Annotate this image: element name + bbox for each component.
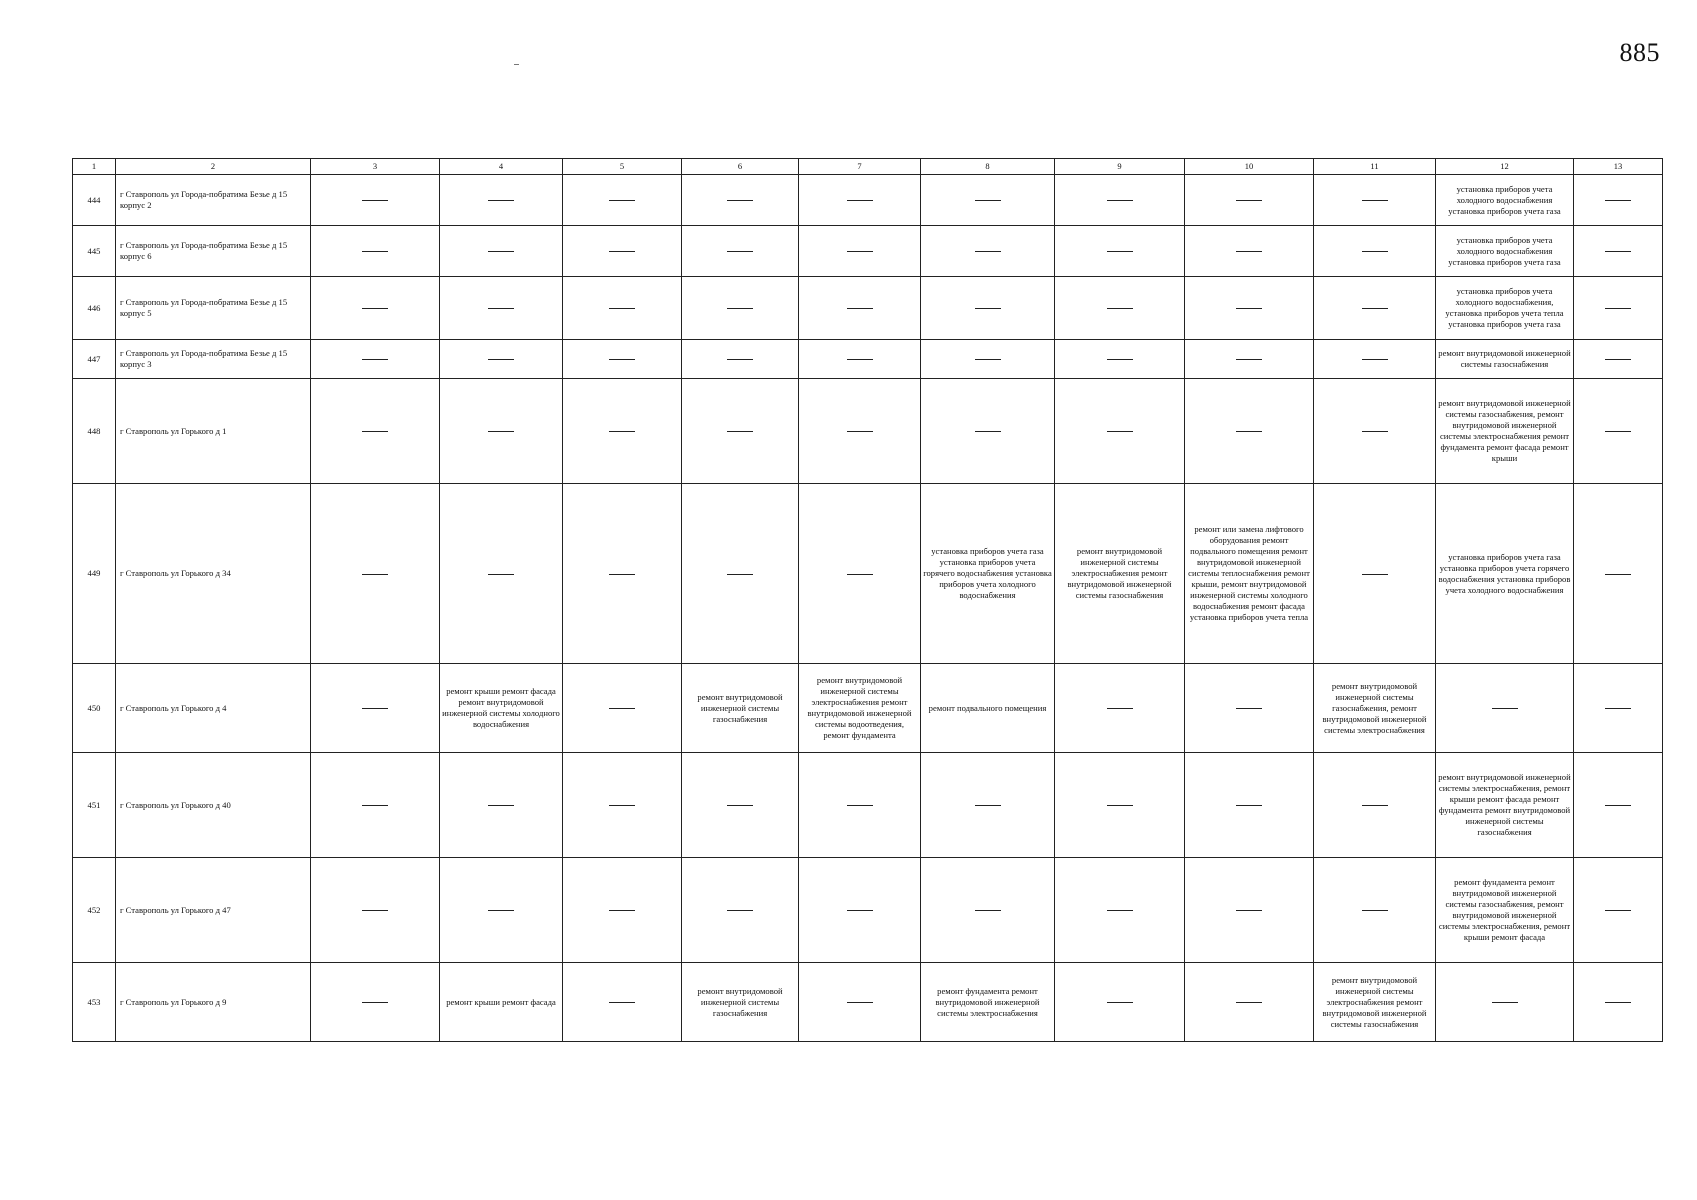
dash-mark: [727, 574, 753, 575]
dash-mark: [1107, 431, 1133, 432]
dash-mark: [609, 359, 635, 360]
work-type-cell: ремонт внутридомовой инженерной системы газоснабжения: [682, 664, 799, 753]
empty-cell: [1055, 175, 1185, 226]
empty-cell: [799, 277, 921, 340]
dash-mark: [488, 200, 514, 201]
work-type-cell: ремонт крыши ремонт фасада: [440, 963, 563, 1042]
empty-cell: [311, 226, 440, 277]
table-body: [73, 159, 1663, 1042]
empty-cell: [1185, 753, 1314, 858]
empty-cell: [1314, 277, 1436, 340]
dash-mark: [847, 359, 873, 360]
work-type-cell: ремонт крыши ремонт фасада ремонт внутридомовой инженерной системы холодного водоснабжения: [440, 664, 563, 753]
dash-mark: [847, 200, 873, 201]
empty-cell: [682, 484, 799, 664]
empty-cell: [921, 379, 1055, 484]
dash-mark: [1362, 805, 1388, 806]
address-cell: г Ставрополь ул Города-побратима Безье д 15 корпус 2: [116, 175, 311, 226]
address-cell: г Ставрополь ул Горького д 4: [116, 664, 311, 753]
empty-cell: [682, 340, 799, 379]
dash-mark: [362, 200, 388, 201]
empty-cell: [563, 379, 682, 484]
empty-cell: [1314, 340, 1436, 379]
empty-cell: [563, 175, 682, 226]
empty-cell: [1055, 277, 1185, 340]
row-number: 451: [73, 753, 116, 858]
dash-mark: [1236, 708, 1262, 709]
work-type-cell: установка приборов учета газа установка приборов учета горячего водоснабжения установка приборов учета холодного водоснабжения: [921, 484, 1055, 664]
dash-mark: [1362, 359, 1388, 360]
empty-cell: [799, 858, 921, 963]
work-type-cell: ремонт внутридомовой инженерной системы газоснабжения: [682, 963, 799, 1042]
dash-mark: [1605, 308, 1631, 309]
dash-mark: [1107, 251, 1133, 252]
empty-cell: [921, 858, 1055, 963]
empty-cell: [1185, 963, 1314, 1042]
dash-mark: [847, 308, 873, 309]
dash-mark: [488, 359, 514, 360]
dash-mark: [1605, 359, 1631, 360]
empty-cell: [563, 226, 682, 277]
dash-mark: [1107, 910, 1133, 911]
dash-mark: [1605, 1002, 1631, 1003]
dash-mark: [1107, 200, 1133, 201]
empty-cell: [799, 963, 921, 1042]
address-cell: г Ставрополь ул Горького д 1: [116, 379, 311, 484]
empty-cell: [563, 340, 682, 379]
empty-cell: [311, 277, 440, 340]
address-cell: г Ставрополь ул Города-побратима Безье д 15 корпус 5: [116, 277, 311, 340]
empty-cell: [1185, 226, 1314, 277]
empty-cell: [440, 226, 563, 277]
address-cell: г Ставрополь ул Города-побратима Безье д 15 корпус 3: [116, 340, 311, 379]
dash-mark: [975, 431, 1001, 432]
dash-mark: [488, 308, 514, 309]
dash-mark: [1236, 910, 1262, 911]
empty-cell: [1055, 379, 1185, 484]
empty-cell: [440, 484, 563, 664]
empty-cell: [1436, 664, 1574, 753]
address-cell: г Ставрополь ул Горького д 9: [116, 963, 311, 1042]
dash-mark: [1236, 308, 1262, 309]
table-row: [73, 664, 1663, 753]
dash-mark: [1605, 431, 1631, 432]
dash-mark: [488, 431, 514, 432]
empty-cell: [921, 753, 1055, 858]
dash-mark: [609, 708, 635, 709]
dash-mark: [609, 1002, 635, 1003]
work-type-cell: установка приборов учета газа установка приборов учета горячего водоснабжения установка приборов учета холодного водоснабжения: [1436, 484, 1574, 664]
work-type-cell: ремонт или замена лифтового оборудования ремонт подвального помещения ремонт внутридомовой инженерной системы теплоснабжения ремонт крыши, ремонт внутридомовой инженерной системы холодного водоснабжения ремонт фасада установка приборов учета тепла: [1185, 484, 1314, 664]
empty-cell: [1185, 175, 1314, 226]
address-cell: г Ставрополь ул Горького д 47: [116, 858, 311, 963]
dash-mark: [1605, 200, 1631, 201]
table-row: [73, 379, 1663, 484]
dash-mark: [1492, 708, 1518, 709]
header-cell: 10: [1185, 159, 1314, 175]
empty-cell: [799, 379, 921, 484]
dash-mark: [609, 910, 635, 911]
header-cell: 2: [116, 159, 311, 175]
empty-cell: [1055, 858, 1185, 963]
row-number: 452: [73, 858, 116, 963]
empty-cell: [1574, 858, 1663, 963]
header-cell: 13: [1574, 159, 1663, 175]
work-type-cell: ремонт фундамента ремонт внутридомовой инженерной системы газоснабжения, ремонт внутридомовой инженерной системы электроснабжения, ремонт крыши ремонт фасада: [1436, 858, 1574, 963]
empty-cell: [682, 175, 799, 226]
empty-cell: [682, 379, 799, 484]
dash-mark: [488, 251, 514, 252]
work-type-cell: установка приборов учета холодного водоснабжения установка приборов учета газа: [1436, 226, 1574, 277]
empty-cell: [921, 340, 1055, 379]
empty-cell: [799, 226, 921, 277]
dash-mark: [1605, 574, 1631, 575]
empty-cell: [440, 340, 563, 379]
header-cell: 6: [682, 159, 799, 175]
header-cell: 5: [563, 159, 682, 175]
empty-cell: [799, 753, 921, 858]
table-row: [73, 858, 1663, 963]
empty-cell: [311, 664, 440, 753]
header-cell: 11: [1314, 159, 1436, 175]
dash-mark: [362, 359, 388, 360]
empty-cell: [682, 753, 799, 858]
empty-cell: [799, 484, 921, 664]
empty-cell: [563, 858, 682, 963]
empty-cell: [311, 484, 440, 664]
dash-mark: [1107, 308, 1133, 309]
dash-mark: [1236, 805, 1262, 806]
dash-mark: [1236, 359, 1262, 360]
empty-cell: [682, 277, 799, 340]
dash-mark: [488, 910, 514, 911]
empty-cell: [440, 858, 563, 963]
table-row: [73, 226, 1663, 277]
dash-mark: [975, 359, 1001, 360]
empty-cell: [1574, 379, 1663, 484]
dash-mark: [847, 431, 873, 432]
works-table: [72, 158, 1663, 1042]
dash-mark: [975, 200, 1001, 201]
dash-mark: [727, 805, 753, 806]
header-cell: 12: [1436, 159, 1574, 175]
page-number: 885: [1619, 38, 1660, 67]
dash-mark: [1362, 200, 1388, 201]
work-type-cell: ремонт фундамента ремонт внутридомовой инженерной системы электроснабжения: [921, 963, 1055, 1042]
header-cell: 4: [440, 159, 563, 175]
empty-cell: [563, 753, 682, 858]
address-cell: г Ставрополь ул Города-побратима Безье д 15 корпус 6: [116, 226, 311, 277]
row-number: 444: [73, 175, 116, 226]
dash-mark: [847, 1002, 873, 1003]
work-type-cell: установка приборов учета холодного водоснабжения установка приборов учета газа: [1436, 175, 1574, 226]
table-row: [73, 340, 1663, 379]
empty-cell: [921, 175, 1055, 226]
empty-cell: [440, 277, 563, 340]
dash-mark: [362, 1002, 388, 1003]
work-type-cell: ремонт внутридомовой инженерной системы газоснабжения, ремонт внутридомовой инженерной системы электроснабжения: [1314, 664, 1436, 753]
empty-cell: [440, 379, 563, 484]
dash-mark: [362, 708, 388, 709]
scan-speck: [514, 64, 519, 65]
empty-cell: [440, 175, 563, 226]
empty-cell: [1314, 226, 1436, 277]
dash-mark: [362, 574, 388, 575]
empty-cell: [1314, 379, 1436, 484]
row-number: 449: [73, 484, 116, 664]
empty-cell: [1055, 664, 1185, 753]
address-cell: г Ставрополь ул Горького д 34: [116, 484, 311, 664]
row-number: 446: [73, 277, 116, 340]
empty-cell: [1574, 484, 1663, 664]
empty-cell: [1574, 664, 1663, 753]
row-number: 453: [73, 963, 116, 1042]
empty-cell: [311, 858, 440, 963]
dash-mark: [488, 574, 514, 575]
work-type-cell: ремонт внутридомовой инженерной системы газоснабжения, ремонт внутридомовой инженерной системы электроснабжения ремонт фундамента ремонт фасада ремонт крыши: [1436, 379, 1574, 484]
empty-cell: [311, 175, 440, 226]
row-number: 448: [73, 379, 116, 484]
header-cell: 9: [1055, 159, 1185, 175]
table-row: [73, 484, 1663, 664]
empty-cell: [563, 963, 682, 1042]
dash-mark: [1605, 708, 1631, 709]
dash-mark: [488, 805, 514, 806]
dash-mark: [1605, 910, 1631, 911]
empty-cell: [1574, 175, 1663, 226]
empty-cell: [1185, 664, 1314, 753]
dash-mark: [1236, 431, 1262, 432]
header-row: [73, 159, 1663, 175]
dash-mark: [609, 431, 635, 432]
dash-mark: [975, 805, 1001, 806]
empty-cell: [563, 277, 682, 340]
dash-mark: [609, 805, 635, 806]
table-row: [73, 753, 1663, 858]
empty-cell: [1314, 858, 1436, 963]
dash-mark: [1362, 251, 1388, 252]
empty-cell: [921, 277, 1055, 340]
dash-mark: [362, 251, 388, 252]
empty-cell: [921, 226, 1055, 277]
dash-mark: [609, 308, 635, 309]
empty-cell: [1055, 963, 1185, 1042]
dash-mark: [1107, 805, 1133, 806]
dash-mark: [1605, 805, 1631, 806]
empty-cell: [1185, 379, 1314, 484]
dash-mark: [609, 574, 635, 575]
empty-cell: [563, 484, 682, 664]
empty-cell: [311, 340, 440, 379]
dash-mark: [1107, 1002, 1133, 1003]
dash-mark: [847, 574, 873, 575]
dash-mark: [847, 251, 873, 252]
empty-cell: [1185, 277, 1314, 340]
dash-mark: [727, 359, 753, 360]
empty-cell: [311, 379, 440, 484]
dash-mark: [609, 251, 635, 252]
empty-cell: [1055, 753, 1185, 858]
dash-mark: [362, 431, 388, 432]
dash-mark: [1236, 200, 1262, 201]
work-type-cell: ремонт внутридомовой инженерной системы электроснабжения ремонт внутридомовой инженерной системы газоснабжения: [1314, 963, 1436, 1042]
empty-cell: [1574, 963, 1663, 1042]
empty-cell: [1055, 226, 1185, 277]
table-row: [73, 175, 1663, 226]
empty-cell: [682, 858, 799, 963]
empty-cell: [799, 175, 921, 226]
header-cell: 3: [311, 159, 440, 175]
dash-mark: [362, 805, 388, 806]
table-row: [73, 277, 1663, 340]
work-type-cell: ремонт внутридомовой инженерной системы электроснабжения ремонт внутридомовой инженерной системы газоснабжения: [1055, 484, 1185, 664]
empty-cell: [1185, 340, 1314, 379]
header-cell: 7: [799, 159, 921, 175]
row-number: 447: [73, 340, 116, 379]
dash-mark: [1605, 251, 1631, 252]
dash-mark: [1362, 308, 1388, 309]
dash-mark: [975, 910, 1001, 911]
empty-cell: [1574, 226, 1663, 277]
empty-cell: [311, 753, 440, 858]
dash-mark: [1362, 431, 1388, 432]
empty-cell: [682, 226, 799, 277]
dash-mark: [609, 200, 635, 201]
dash-mark: [727, 431, 753, 432]
empty-cell: [1314, 753, 1436, 858]
dash-mark: [847, 910, 873, 911]
empty-cell: [1185, 858, 1314, 963]
work-type-cell: установка приборов учета холодного водоснабжения, установка приборов учета тепла установка приборов учета газа: [1436, 277, 1574, 340]
empty-cell: [1574, 277, 1663, 340]
work-type-cell: ремонт внутридомовой инженерной системы электроснабжения ремонт внутридомовой инженерной системы водоотведения, ремонт фундамента: [799, 664, 921, 753]
dash-mark: [975, 308, 1001, 309]
dash-mark: [1362, 910, 1388, 911]
dash-mark: [727, 910, 753, 911]
dash-mark: [1236, 1002, 1262, 1003]
dash-mark: [1492, 1002, 1518, 1003]
dash-mark: [362, 910, 388, 911]
work-type-cell: ремонт внутридомовой инженерной системы газоснабжения: [1436, 340, 1574, 379]
empty-cell: [1314, 484, 1436, 664]
header-cell: 1: [73, 159, 116, 175]
dash-mark: [362, 308, 388, 309]
dash-mark: [727, 251, 753, 252]
work-type-cell: ремонт подвального помещения: [921, 664, 1055, 753]
table-row: [73, 963, 1663, 1042]
dash-mark: [847, 805, 873, 806]
dash-mark: [1236, 251, 1262, 252]
dash-mark: [727, 308, 753, 309]
empty-cell: [1574, 753, 1663, 858]
dash-mark: [975, 251, 1001, 252]
dash-mark: [1107, 359, 1133, 360]
empty-cell: [440, 753, 563, 858]
empty-cell: [1055, 340, 1185, 379]
empty-cell: [799, 340, 921, 379]
header-cell: 8: [921, 159, 1055, 175]
address-cell: г Ставрополь ул Горького д 40: [116, 753, 311, 858]
empty-cell: [1314, 175, 1436, 226]
empty-cell: [311, 963, 440, 1042]
work-type-cell: ремонт внутридомовой инженерной системы электроснабжения, ремонт крыши ремонт фасада ремонт фундамента ремонт внутридомовой инженерной системы газоснабжения: [1436, 753, 1574, 858]
dash-mark: [1107, 708, 1133, 709]
row-number: 450: [73, 664, 116, 753]
dash-mark: [727, 200, 753, 201]
dash-mark: [1362, 574, 1388, 575]
empty-cell: [563, 664, 682, 753]
row-number: 445: [73, 226, 116, 277]
empty-cell: [1436, 963, 1574, 1042]
empty-cell: [1574, 340, 1663, 379]
